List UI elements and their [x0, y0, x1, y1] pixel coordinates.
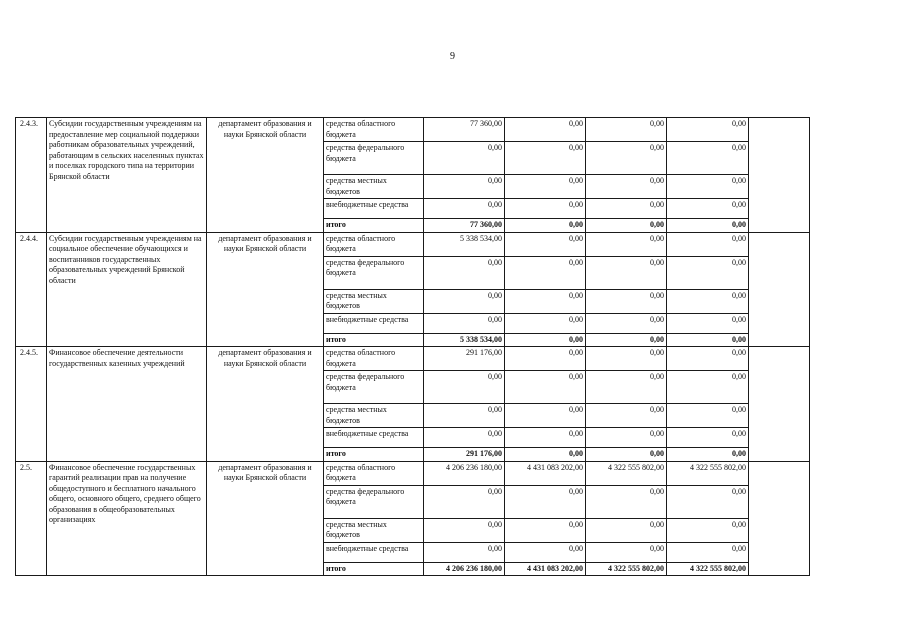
- year-1-total: 4 206 236 180,00: [424, 562, 505, 576]
- funding-source: средства федерального бюджета: [324, 371, 424, 404]
- year-3-value: 0,00: [586, 428, 667, 448]
- year-1-value: 0,00: [424, 175, 505, 199]
- funding-source: внебюджетные средства: [324, 313, 424, 333]
- year-2-value: 0,00: [505, 518, 586, 542]
- item-name: Финансовое обеспечение деятельности государственных казенных учреждений: [47, 347, 207, 462]
- empty-cell: [749, 232, 810, 347]
- year-2-total: 4 431 083 202,00: [505, 562, 586, 576]
- year-4-value: 0,00: [667, 518, 749, 542]
- table-row: [16, 232, 810, 256]
- year-3-value: 0,00: [586, 289, 667, 313]
- funding-source: средства областного бюджета: [324, 461, 424, 485]
- funding-source: внебюджетные средства: [324, 542, 424, 562]
- item-code: 2.5.: [16, 461, 47, 576]
- budget-table: [15, 117, 810, 576]
- year-4-total: 0,00: [667, 448, 749, 462]
- year-3-total: 0,00: [586, 448, 667, 462]
- year-2-total: 0,00: [505, 448, 586, 462]
- year-4-value: 0,00: [667, 289, 749, 313]
- year-2-total: 0,00: [505, 333, 586, 347]
- year-4-value: 0,00: [667, 175, 749, 199]
- year-3-value: 4 322 555 802,00: [586, 461, 667, 485]
- year-3-total: 4 322 555 802,00: [586, 562, 667, 576]
- year-4-value: 0,00: [667, 118, 749, 142]
- year-4-value: 0,00: [667, 485, 749, 518]
- funding-source: средства федерального бюджета: [324, 256, 424, 289]
- year-3-value: 0,00: [586, 404, 667, 428]
- item-code: 2.4.4.: [16, 232, 47, 347]
- year-4-value: 0,00: [667, 313, 749, 333]
- year-4-value: 0,00: [667, 256, 749, 289]
- year-3-value: 0,00: [586, 485, 667, 518]
- year-2-total: 0,00: [505, 219, 586, 233]
- year-1-value: 0,00: [424, 256, 505, 289]
- item-code: 2.4.5.: [16, 347, 47, 462]
- funding-source: средства местных бюджетов: [324, 518, 424, 542]
- year-3-value: 0,00: [586, 256, 667, 289]
- year-4-value: 0,00: [667, 404, 749, 428]
- year-1-value: 0,00: [424, 199, 505, 219]
- year-2-value: 0,00: [505, 256, 586, 289]
- funding-source: средства местных бюджетов: [324, 404, 424, 428]
- year-3-total: 0,00: [586, 333, 667, 347]
- item-code: 2.4.3.: [16, 118, 47, 233]
- year-4-value: 0,00: [667, 199, 749, 219]
- year-1-value: 0,00: [424, 485, 505, 518]
- year-1-value: 77 360,00: [424, 118, 505, 142]
- page-number: 9: [450, 51, 455, 62]
- year-1-total: 77 360,00: [424, 219, 505, 233]
- responsible-department: департамент образования и науки Брянской области: [207, 461, 324, 576]
- year-3-total: 0,00: [586, 219, 667, 233]
- year-3-value: 0,00: [586, 175, 667, 199]
- year-3-value: 0,00: [586, 232, 667, 256]
- total-label: итого: [324, 219, 424, 233]
- year-2-value: 0,00: [505, 542, 586, 562]
- year-4-total: 0,00: [667, 219, 749, 233]
- year-1-value: 0,00: [424, 404, 505, 428]
- year-2-value: 0,00: [505, 175, 586, 199]
- year-3-value: 0,00: [586, 199, 667, 219]
- year-3-value: 0,00: [586, 118, 667, 142]
- year-2-value: 0,00: [505, 289, 586, 313]
- item-name: Субсидии государственным учреждениям на социальное обеспечение обучающихся и воспитанников государственных образовательных учреждений Брянской области: [47, 232, 207, 347]
- funding-source: средства местных бюджетов: [324, 175, 424, 199]
- total-label: итого: [324, 333, 424, 347]
- year-2-value: 0,00: [505, 232, 586, 256]
- year-2-value: 0,00: [505, 199, 586, 219]
- funding-source: средства областного бюджета: [324, 118, 424, 142]
- funding-source: средства областного бюджета: [324, 347, 424, 371]
- year-3-value: 0,00: [586, 371, 667, 404]
- item-name: Финансовое обеспечение государственных гарантий реализации прав на получение общедоступного и бесплатного начального общего, основного общего, среднего общего образования в общеобразовательных организациях: [47, 461, 207, 576]
- empty-cell: [749, 347, 810, 462]
- year-1-total: 5 338 534,00: [424, 333, 505, 347]
- year-2-value: 0,00: [505, 313, 586, 333]
- year-1-total: 291 176,00: [424, 448, 505, 462]
- empty-cell: [749, 118, 810, 233]
- table-row: [16, 347, 810, 371]
- table-row: [16, 118, 810, 142]
- funding-source: внебюджетные средства: [324, 199, 424, 219]
- empty-cell: [749, 461, 810, 576]
- item-name: Субсидии государственным учреждениям на предоставление мер социальной поддержки работникам образовательных учреждений, работающим в сельских населенных пунктах и поселках городского типа на территории Брянской области: [47, 118, 207, 233]
- year-4-value: 0,00: [667, 232, 749, 256]
- year-4-total: 0,00: [667, 333, 749, 347]
- year-1-value: 5 338 534,00: [424, 232, 505, 256]
- funding-source: средства федерального бюджета: [324, 485, 424, 518]
- responsible-department: департамент образования и науки Брянской области: [207, 118, 324, 233]
- year-4-value: 4 322 555 802,00: [667, 461, 749, 485]
- year-3-value: 0,00: [586, 142, 667, 175]
- funding-source: внебюджетные средства: [324, 428, 424, 448]
- year-2-value: 4 431 083 202,00: [505, 461, 586, 485]
- year-3-value: 0,00: [586, 518, 667, 542]
- year-4-total: 4 322 555 802,00: [667, 562, 749, 576]
- responsible-department: департамент образования и науки Брянской области: [207, 347, 324, 462]
- year-4-value: 0,00: [667, 428, 749, 448]
- year-2-value: 0,00: [505, 428, 586, 448]
- year-3-value: 0,00: [586, 313, 667, 333]
- year-3-value: 0,00: [586, 347, 667, 371]
- year-1-value: 0,00: [424, 518, 505, 542]
- total-label: итого: [324, 448, 424, 462]
- year-4-value: 0,00: [667, 371, 749, 404]
- year-1-value: 291 176,00: [424, 347, 505, 371]
- year-2-value: 0,00: [505, 118, 586, 142]
- year-1-value: 0,00: [424, 542, 505, 562]
- table-row: [16, 461, 810, 485]
- funding-source: средства областного бюджета: [324, 232, 424, 256]
- year-1-value: 0,00: [424, 428, 505, 448]
- year-1-value: 0,00: [424, 313, 505, 333]
- funding-source: средства местных бюджетов: [324, 289, 424, 313]
- year-1-value: 4 206 236 180,00: [424, 461, 505, 485]
- funding-source: средства федерального бюджета: [324, 142, 424, 175]
- year-3-value: 0,00: [586, 542, 667, 562]
- year-2-value: 0,00: [505, 371, 586, 404]
- year-4-value: 0,00: [667, 142, 749, 175]
- year-2-value: 0,00: [505, 142, 586, 175]
- year-2-value: 0,00: [505, 485, 586, 518]
- year-1-value: 0,00: [424, 371, 505, 404]
- year-2-value: 0,00: [505, 347, 586, 371]
- responsible-department: департамент образования и науки Брянской области: [207, 232, 324, 347]
- year-1-value: 0,00: [424, 142, 505, 175]
- year-4-value: 0,00: [667, 347, 749, 371]
- total-label: итого: [324, 562, 424, 576]
- year-1-value: 0,00: [424, 289, 505, 313]
- year-4-value: 0,00: [667, 542, 749, 562]
- year-2-value: 0,00: [505, 404, 586, 428]
